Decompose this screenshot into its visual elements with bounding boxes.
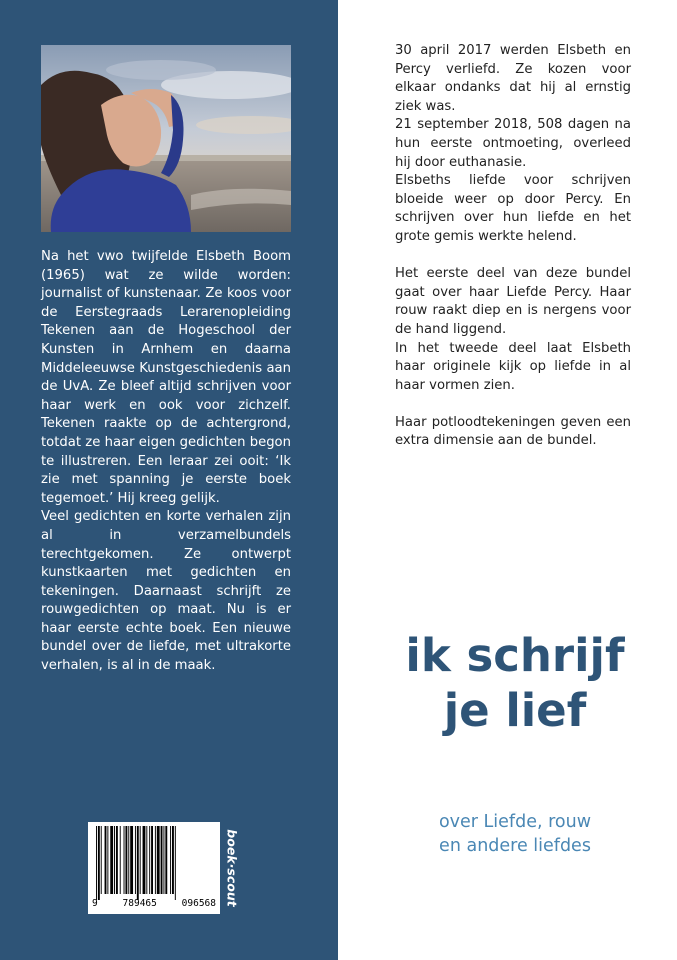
blurb-paragraph: Het eerste deel van deze bundel gaat over haar Liefde Percy. Haar rouw raakt diep en is nergens voor de hand liggend. [395, 266, 631, 337]
bio-paragraph: Veel gedichten en korte verhalen zijn al in verzamelbundels terechtgekomen. Ze ontwerpt kunstkaarten met gedichten en tekeningen. Daarnaast schrijft ze rouwgedichten op maat. Nu is er haar eerste echte boek. Een nieuwe bundel over de liefde, met ultrakorte verhalen, is al in de maak. [41, 509, 291, 674]
book-blurb [395, 42, 631, 451]
barcode-bar [140, 826, 141, 894]
barcode-digit-group: 9 [92, 898, 98, 909]
blurb-paragraph: In het tweede deel laat Elsbeth haar originele kijk op liefde in al haar vormen zien. [395, 340, 631, 393]
barcode-bar [155, 826, 156, 894]
barcode-bar [114, 826, 115, 894]
barcode-bar [149, 826, 150, 894]
barcode-bar [110, 826, 113, 894]
subtitle-line: over Liefde, rouw [438, 812, 592, 832]
title-line: ik schrijf [405, 629, 625, 682]
barcode-bar [165, 826, 167, 894]
barcode-digits [88, 898, 220, 912]
barcode-bar [175, 826, 176, 900]
barcode-bar [137, 826, 139, 900]
barcode-bar [120, 826, 121, 894]
barcode-bar [105, 826, 107, 894]
blurb-paragraph: 30 april 2017 werden Elsbeth en Percy verliefd. Ze kozen voor elkaar ondanks dat hij al ernstig ziek was. [395, 43, 631, 114]
publisher-logo [224, 822, 240, 914]
barcode-bar [107, 826, 108, 894]
barcode-bar [143, 826, 146, 894]
blurb-paragraph: Haar potloodtekeningen geven een extra dimensie aan de bundel. [395, 414, 631, 449]
bio-paragraph: Na het vwo twijfelde Elsbeth Boom (1965) wat ze wilde worden: journalist of kunstenaar. Ze koos voor de Eerstegraads Lerarenopleiding Tekenen aan de Hogeschool der Kunsten in Arnhem en daarna Middeleeuwse Kunstgeschiedenis aan de UvA. Ze bleef altijd schrijven voor haar werk en ook voor zichzelf. Tekenen raakte op de achtergrond, totdat ze haar eigen gedichten begon te illustreren. Een leraar zei ooit: ‘Ik zie met spanning je eerste boek tegemoet.’ Hij kreeg gelijk. [41, 249, 291, 506]
barcode-bar [172, 826, 174, 894]
author-bio [41, 248, 291, 676]
barcode-bar [157, 826, 160, 894]
left-panel [0, 0, 338, 960]
blurb-paragraph: Elsbeths liefde voor schrijven bloeide weer op door Percy. En schrijven over hun liefde en het grote gemis werkte helend. [395, 173, 631, 244]
barcode-bar [101, 826, 102, 894]
publisher-name: boek·scout [224, 829, 240, 907]
barcode-bar [163, 826, 164, 894]
blurb-paragraph: 21 september 2018, 508 dagen na hun eerste ontmoeting, overleed hij door euthanasie. [395, 117, 631, 170]
barcode-bar [135, 826, 136, 894]
barcode-bar [146, 826, 147, 894]
book-title [380, 628, 650, 738]
barcode-digit-group: 096568 [181, 898, 216, 909]
barcode-bar [116, 826, 118, 894]
barcode-bar [124, 826, 125, 894]
barcode-bar [98, 826, 100, 900]
barcode-bar [125, 826, 127, 894]
subtitle-line: en andere liefdes [439, 836, 591, 856]
title-line: je lief [443, 684, 587, 737]
barcode-bar [161, 826, 163, 894]
barcode-bar [130, 826, 133, 894]
barcode-bar [96, 826, 97, 900]
book-subtitle [380, 810, 650, 858]
author-photo [41, 45, 291, 232]
barcode-bar [151, 826, 153, 894]
barcode-bar [128, 826, 129, 894]
barcode-bar [170, 826, 171, 894]
isbn-barcode [88, 822, 220, 914]
barcode-digit-group: 789465 [122, 898, 157, 909]
